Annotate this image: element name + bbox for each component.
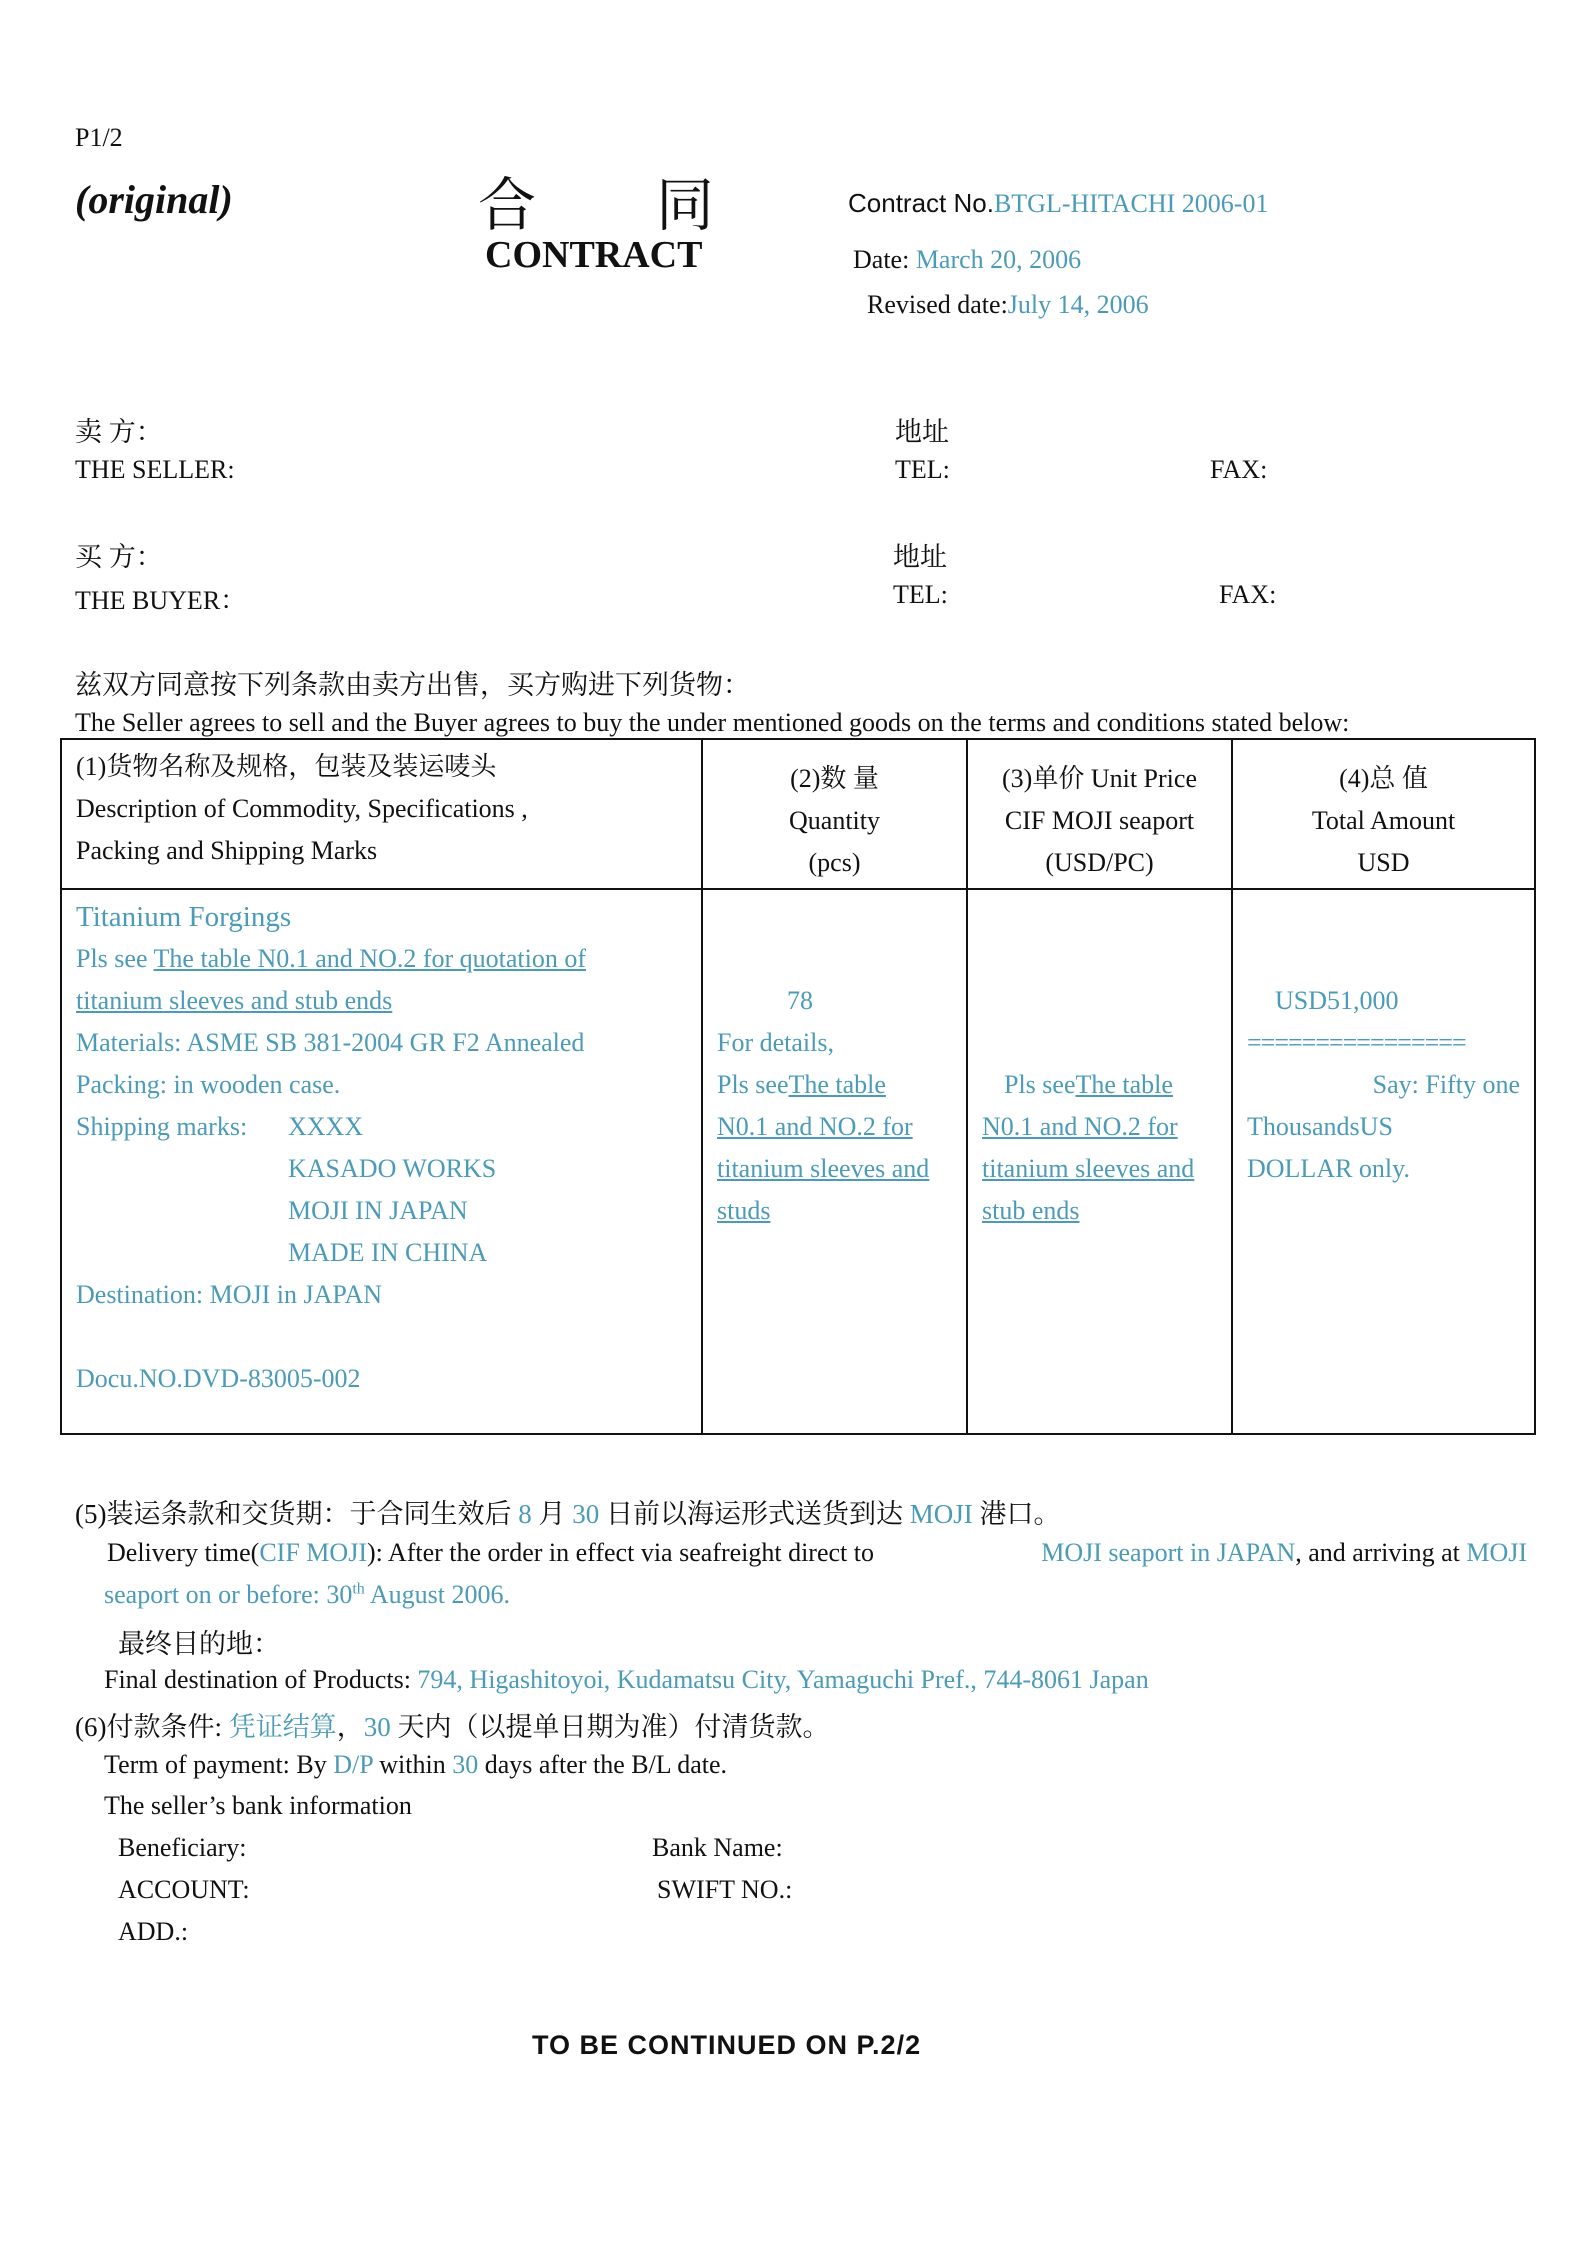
final-destination-cn: 最终目的地： — [118, 1629, 280, 1659]
payment-en-within: within — [372, 1750, 453, 1779]
seller-tel-label: TEL: — [895, 455, 950, 484]
delivery-cn-prefix: (5)装运条款和交货期：于合同生效后 — [75, 1499, 519, 1529]
delivery-en-part-a — [107, 1538, 874, 1568]
total-words-thousands: Thousands — [1247, 1112, 1360, 1141]
total-in-words-3: DOLLAR only. — [1247, 1154, 1410, 1183]
date-line — [853, 245, 1081, 275]
delivery-clause-en — [107, 1538, 1527, 1568]
quotation-table-link-cont[interactable]: titanium sleeves and stub ends — [76, 986, 393, 1015]
agreement-cn: 兹双方同意按下列条款由卖方出售，买方购进下列货物： — [75, 670, 750, 700]
final-destination-label: Final destination of Products: — [104, 1665, 418, 1694]
payment-cn-prefix: (6)付款条件: — [75, 1712, 229, 1742]
delivery-deadline — [104, 1580, 510, 1610]
header-total-unit: USD — [1357, 848, 1410, 877]
shipping-mark-1: XXXX — [288, 1112, 364, 1141]
payment-terms — [104, 1750, 727, 1780]
delivery-destination: MOJI seaport in JAPAN — [1041, 1538, 1296, 1567]
table-body-row — [61, 889, 1535, 1434]
total-underline: ================ — [1247, 1028, 1466, 1057]
shipping-mark-4: MADE IN CHINA — [288, 1238, 488, 1267]
contract-date: March 20, 2006 — [915, 245, 1082, 274]
beneficiary-label: Beneficiary: — [118, 1833, 247, 1862]
delivery-cn-mid: 日前以海运形式送货到达 — [599, 1499, 910, 1529]
header-quantity — [702, 739, 967, 889]
description-cell — [61, 889, 702, 1434]
payment-days: 30 — [452, 1750, 479, 1779]
header-unit-price-cn: (3)单价 Unit Price — [1002, 764, 1197, 793]
header-quantity-unit: (pcs) — [808, 848, 861, 877]
unit-price-cell — [967, 889, 1232, 1434]
delivery-cn-suffix: 港口。 — [972, 1499, 1061, 1529]
delivery-en-prefix: Delivery time( — [107, 1538, 260, 1567]
buyer-label-cn: 买 方： — [75, 542, 163, 572]
payment-en-prefix: Term of payment: By — [104, 1750, 334, 1779]
header-unit-price-unit: (USD/PC) — [1045, 848, 1154, 877]
final-destination-address: 794, Higashitoyoi, Kudamatsu City, Yamaguchi Pref., 744-8061 Japan — [417, 1665, 1149, 1694]
goods-table — [60, 738, 1536, 1435]
original-label: (original) — [75, 177, 233, 222]
header-unit-price — [967, 739, 1232, 889]
revised-date: July 14, 2006 — [1007, 290, 1149, 319]
delivery-term: CIF MOJI — [259, 1538, 367, 1567]
shipping-marks — [76, 1106, 689, 1148]
payment-clause-cn — [75, 1705, 829, 1744]
quantity-reference — [717, 1064, 954, 1106]
address-label: ADD.: — [118, 1917, 189, 1946]
total-in-words-2 — [1247, 1106, 1520, 1148]
final-destination — [104, 1665, 1149, 1695]
seller-fax-label: FAX: — [1210, 455, 1268, 484]
quotation-table-link[interactable]: The table N0.1 and NO.2 for quotation of — [153, 944, 587, 973]
shipping-marks-label: Shipping marks: — [76, 1112, 248, 1141]
delivery-clause-cn — [75, 1492, 1061, 1531]
seller-address-label: 地址 — [895, 417, 949, 447]
delivery-en-arriving: , and arriving at — [1295, 1538, 1467, 1567]
title-chinese: 合同 — [478, 173, 835, 238]
delivery-day: 30 — [572, 1499, 600, 1529]
header-description — [61, 739, 702, 889]
payment-method-cn: 凭证结算 — [228, 1712, 337, 1742]
revised-date-line — [867, 290, 1149, 320]
swift-label: SWIFT NO.: — [657, 1875, 793, 1904]
header-total-en: Total Amount — [1311, 806, 1456, 835]
materials: Materials: ASME SB 381-2004 GR F2 Annealed — [76, 1028, 585, 1057]
revised-date-label: Revised date: — [867, 290, 1008, 319]
payment-method: D/P — [333, 1750, 373, 1779]
unit-price-table-link[interactable]: The table — [1075, 1070, 1173, 1099]
header-quantity-en: Quantity — [789, 806, 880, 835]
delivery-en-mid: ): After the order in effect via seafreight direct to — [366, 1538, 874, 1567]
delivery-deadline-month: August 2006. — [364, 1580, 510, 1609]
header-total-cn: (4)总 值 — [1339, 764, 1428, 793]
seller-label: THE SELLER: — [75, 455, 235, 484]
delivery-cn-month-unit: 月 — [531, 1499, 573, 1529]
header-total — [1232, 739, 1535, 889]
buyer-address-label: 地址 — [893, 542, 947, 572]
total-in-words-1: Say: Fifty one — [1372, 1070, 1520, 1099]
bank-name-label: Bank Name: — [652, 1833, 783, 1862]
packing: Packing: in wooden case. — [76, 1070, 341, 1099]
header-description-en: Description of Commodity, Specifications , — [76, 794, 528, 823]
contract-number: BTGL-HITACHI 2006-01 — [993, 189, 1269, 218]
document-number: Docu.NO.DVD-83005-002 — [76, 1364, 361, 1393]
destination: Destination: MOJI in JAPAN — [76, 1280, 383, 1309]
page-indicator: P1/2 — [75, 123, 123, 152]
unit-price-table-link-4[interactable]: stub ends — [982, 1196, 1080, 1225]
quantity-value: 78 — [787, 986, 813, 1015]
header-quantity-cn: (2)数 量 — [790, 764, 879, 793]
delivery-en-part-b — [1041, 1538, 1527, 1568]
shipping-mark-2: KASADO WORKS — [288, 1154, 497, 1183]
buyer-fax-label: FAX: — [1219, 580, 1277, 609]
total-amount: USD51,000 — [1275, 986, 1399, 1015]
unit-price-pls-see: Pls see — [1004, 1070, 1076, 1099]
table-header-row — [61, 739, 1535, 889]
delivery-port: MOJI — [1466, 1538, 1527, 1567]
payment-en-suffix: days after the B/L date. — [478, 1750, 728, 1779]
delivery-port-cn: MOJI — [909, 1499, 973, 1529]
quantity-table-link[interactable]: The table — [788, 1070, 886, 1099]
continued-notice: TO BE CONTINUED ON P.2/2 — [532, 2030, 922, 2060]
bank-info-title: The seller’s bank information — [104, 1791, 412, 1820]
agreement-en: The Seller agrees to sell and the Buyer agrees to buy the under mentioned goods on the terms and conditions stated below: — [75, 708, 1350, 737]
seller-label-cn: 卖 方： — [75, 417, 163, 447]
unit-price-table-link-3[interactable]: titanium sleeves and — [982, 1154, 1195, 1183]
unit-price-table-link-2[interactable]: N0.1 and NO.2 for — [982, 1112, 1178, 1141]
total-cell — [1232, 889, 1535, 1434]
quantity-cell — [702, 889, 967, 1434]
contract-number-line — [848, 188, 1268, 219]
quotation-reference — [76, 938, 689, 980]
payment-cn-suffix: 天内（以提单日期为准）付清货款。 — [390, 1712, 830, 1742]
delivery-deadline-sup: th — [352, 1580, 365, 1598]
payment-cn-comma: ， — [336, 1712, 364, 1742]
quantity-pls-see: Pls see — [717, 1070, 789, 1099]
total-words-us: US — [1359, 1112, 1393, 1141]
account-label: ACCOUNT: — [118, 1875, 250, 1904]
delivery-deadline-text: seaport on or before: 30 — [104, 1580, 353, 1609]
buyer-tel-label: TEL: — [893, 580, 948, 609]
quantity-table-link-4[interactable]: studs — [717, 1196, 771, 1225]
payment-days-cn: 30 — [363, 1712, 391, 1742]
buyer-label: THE BUYER： — [75, 586, 247, 615]
product-name: Titanium Forgings — [76, 901, 292, 933]
header-description-packing: Packing and Shipping Marks — [76, 836, 378, 865]
contract-number-label: Contract No. — [848, 188, 994, 218]
header-description-cn: (1)货物名称及规格，包装及装运唛头 — [76, 752, 497, 781]
quantity-table-link-2[interactable]: N0.1 and NO.2 for — [717, 1112, 913, 1141]
shipping-mark-3: MOJI IN JAPAN — [288, 1196, 468, 1225]
title-english: CONTRACT — [485, 234, 703, 276]
date-label: Date: — [853, 245, 910, 274]
header-unit-price-terms: CIF MOJI seaport — [1004, 806, 1195, 835]
delivery-month: 8 — [518, 1499, 532, 1529]
quantity-table-link-3[interactable]: titanium sleeves and — [717, 1154, 930, 1183]
pls-see-text: Pls see — [76, 944, 154, 973]
unit-price-reference — [982, 1064, 1219, 1106]
quantity-details: For details, — [717, 1028, 834, 1057]
